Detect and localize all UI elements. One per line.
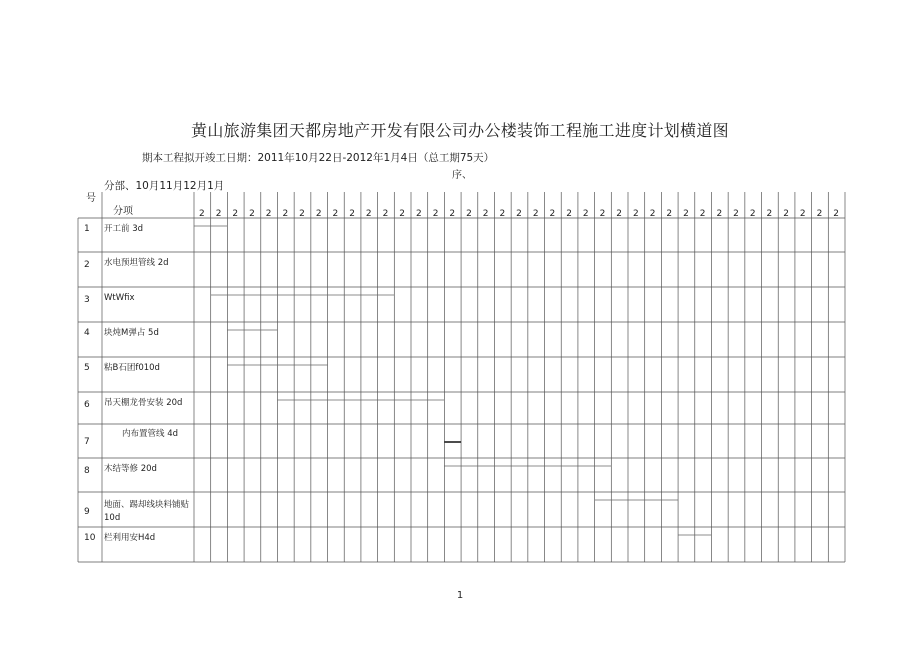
- day-header-label: 2: [199, 209, 205, 219]
- row-number: 7: [84, 437, 90, 447]
- row-number: 6: [84, 400, 90, 410]
- day-header-label: 2: [833, 209, 840, 219]
- day-header-label: 2: [265, 209, 272, 219]
- day-header-label: 2: [566, 209, 572, 219]
- row-number: 5: [84, 363, 90, 373]
- row-task-name: 粘B石团f010d: [104, 363, 160, 373]
- day-header-label: 2: [399, 209, 406, 219]
- day-header-label: 2: [516, 209, 522, 219]
- day-header-label: 2: [315, 209, 322, 219]
- row-number: 3: [84, 295, 90, 305]
- day-header-label: 2: [616, 209, 623, 219]
- day-header-label: 2: [683, 209, 689, 219]
- row-number: 9: [84, 507, 90, 517]
- row-number: 4: [84, 328, 90, 338]
- header-number-label: 号: [86, 193, 96, 204]
- day-header-label: 2: [649, 209, 656, 219]
- day-header-label: 2: [416, 209, 422, 219]
- day-header-label: 2: [232, 209, 239, 219]
- day-header-label: 2: [549, 209, 556, 219]
- day-header-label: 2: [482, 209, 489, 219]
- row-task-name: 地面、踢却线块料铺贴: [104, 500, 190, 510]
- day-header-label: 2: [716, 209, 723, 219]
- schedule-dates-subtitle: 期本工程拟开竣工日期：2011年10月22日-2012年1月4日（总工期75天）: [142, 152, 495, 164]
- day-header-label: 2: [449, 209, 456, 219]
- row-task-name: 栏利用安H4d: [104, 533, 156, 543]
- row-task-name: 10d: [104, 513, 121, 523]
- row-task-name: 开工前 3d: [104, 224, 144, 234]
- day-header-label: 2: [332, 209, 339, 219]
- row-task-name: 吊天棚龙骨安装 20d: [104, 398, 183, 408]
- stray-header-fragment: 序、: [452, 170, 472, 181]
- page-title: 黄山旅游集团天都房地产开发有限公司办公楼装饰工程施工进度计划横道图: [191, 121, 729, 140]
- day-header-label: 2: [382, 209, 389, 219]
- day-header-label: 2: [215, 209, 222, 219]
- header-item-label: 分项: [113, 206, 133, 217]
- day-header-label: 2: [249, 209, 255, 219]
- day-header-label: 2: [816, 209, 823, 219]
- day-header-label: 2: [733, 209, 739, 219]
- day-header-label: 2: [532, 209, 539, 219]
- day-header-label: 2: [499, 209, 506, 219]
- row-number: 2: [84, 260, 90, 270]
- row-task-name: 块炖M弹占 5d: [104, 328, 159, 338]
- day-header-label: 2: [666, 209, 673, 219]
- day-header-label: 2: [699, 209, 706, 219]
- row-task-name: 木结等修 20d: [104, 464, 157, 474]
- day-header-label: 2: [799, 209, 806, 219]
- row-task-name: WtWfix: [104, 293, 135, 303]
- day-header-label: 2: [749, 209, 756, 219]
- day-header-label: 2: [349, 209, 355, 219]
- row-task-name: 内布置管线 4d: [122, 429, 179, 439]
- day-header-label: 2: [599, 209, 606, 219]
- page-number: 1: [456, 590, 464, 601]
- day-header-label: 2: [633, 209, 639, 219]
- day-header-label: 2: [466, 209, 472, 219]
- day-header-label: 2: [766, 209, 773, 219]
- day-header-label: 2: [432, 209, 439, 219]
- row-number: 8: [84, 466, 90, 476]
- row-task-name: 水电预坦管线 2d: [104, 258, 169, 268]
- day-header-label: 2: [365, 209, 372, 219]
- day-header-label: 2: [783, 209, 789, 219]
- parts-months-label: 分部、10月11月12月1月: [104, 180, 225, 192]
- day-header-label: 2: [282, 209, 289, 219]
- day-header-label: 2: [299, 209, 305, 219]
- row-number: 1: [84, 224, 90, 234]
- row-number: 10: [84, 533, 96, 543]
- day-header-label: 2: [582, 209, 589, 219]
